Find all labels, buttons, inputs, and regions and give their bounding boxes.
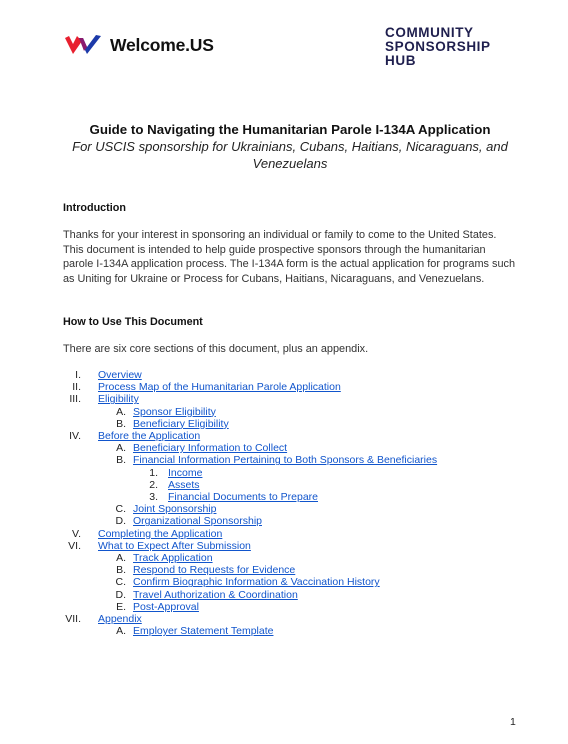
welcome-us-logo: [63, 31, 214, 59]
logo-line: SPONSORSHIP: [385, 39, 491, 54]
toc-item-number: B.: [116, 454, 126, 467]
toc-item-number: A.: [116, 552, 126, 564]
toc-item-number: 2.: [149, 478, 158, 491]
toc-item-number: A.: [116, 625, 126, 638]
document-subtitle: For USCIS sponsorship for Ukrainians, Cubans, Haitians, Nicaraguans, and Venezuelans: [72, 139, 508, 171]
toc-item-number: E.: [116, 600, 126, 613]
toc-item-link[interactable]: Organizational Sponsorship: [133, 515, 262, 528]
document-title: Guide to Navigating the Humanitarian Parole I-134A Application: [89, 122, 491, 137]
page-number: 1: [510, 716, 516, 728]
toc-item-link[interactable]: Financial Information Pertaining to Both Sponsors & Beneficiaries: [133, 454, 438, 467]
toc-item-link[interactable]: Overview: [98, 369, 142, 381]
introduction-paragraph: Thanks for your interest in sponsoring an individual or family to come to the United States. This document is intended to help guide prospective sponsors through the humanitarian parole I-134A application process. The I-134A form is the actual application for programs such as Uniting for Ukraine or Process for Cubans, Haitians, Nicaraguans, and Venezuelans.: [63, 229, 516, 286]
toc-item-number: B.: [116, 417, 126, 430]
toc-item-number: A.: [116, 405, 126, 418]
toc-item-link[interactable]: Beneficiary Eligibility: [133, 417, 229, 430]
community-sponsorship-hub-logo: [385, 26, 515, 68]
toc-item-link[interactable]: Track Application: [133, 552, 213, 564]
toc-item-number: D.: [115, 515, 126, 528]
welcome-us-logo-icon: [63, 32, 103, 58]
toc-item-link[interactable]: Sponsor Eligibility: [133, 405, 216, 418]
toc-item-number: C.: [115, 503, 126, 516]
toc-item-link[interactable]: Before the Application: [98, 430, 201, 442]
toc-item-number: 3.: [149, 491, 158, 503]
logo-line: HUB: [385, 53, 417, 68]
toc-item-link[interactable]: Post-Approval: [133, 600, 199, 613]
toc-item-link[interactable]: Appendix: [98, 613, 142, 625]
introduction-heading: Introduction: [63, 202, 126, 214]
toc-item-link[interactable]: Joint Sponsorship: [133, 503, 217, 516]
toc-item-link[interactable]: Assets: [168, 478, 200, 491]
toc-item-link[interactable]: Completing the Application: [98, 527, 223, 540]
toc-item-number: B.: [116, 564, 126, 577]
toc-item-number: IV.: [69, 430, 81, 442]
toc-item-number: II.: [72, 381, 81, 394]
toc-item-link[interactable]: Process Map of the Humanitarian Parole Application: [98, 381, 341, 394]
toc-item-link[interactable]: Financial Documents to Prepare: [168, 491, 318, 503]
welcome-us-logo-text: Welcome.US: [110, 34, 214, 55]
toc-item-number: C.: [115, 576, 126, 589]
toc-item-link[interactable]: Eligibility: [98, 393, 139, 406]
toc-item-number: VI.: [68, 539, 81, 552]
how-to-use-paragraph: There are six core sections of this document, plus an appendix.: [63, 343, 369, 355]
toc-item-link[interactable]: Travel Authorization & Coordination: [133, 588, 298, 601]
toc-item-number: D.: [115, 588, 126, 601]
toc-item-number: VII.: [65, 613, 81, 625]
toc-item-link[interactable]: Beneficiary Information to Collect: [133, 442, 288, 455]
toc-item-link[interactable]: Employer Statement Template: [133, 625, 274, 638]
toc-item-number: III.: [69, 393, 81, 406]
toc-item-number: V.: [72, 527, 81, 540]
toc-item-link[interactable]: Confirm Biographic Information & Vaccination History: [133, 576, 380, 589]
toc-item-number: A.: [116, 442, 126, 455]
toc-item-number: 1.: [149, 466, 158, 479]
toc-item-link[interactable]: Income: [168, 466, 203, 479]
how-to-use-heading: How to Use This Document: [63, 316, 203, 328]
toc-item-link[interactable]: What to Expect After Submission: [98, 539, 251, 552]
toc-item-link[interactable]: Respond to Requests for Evidence: [133, 564, 296, 577]
logo-line: COMMUNITY: [385, 25, 474, 40]
toc-item-number: I.: [75, 369, 81, 381]
